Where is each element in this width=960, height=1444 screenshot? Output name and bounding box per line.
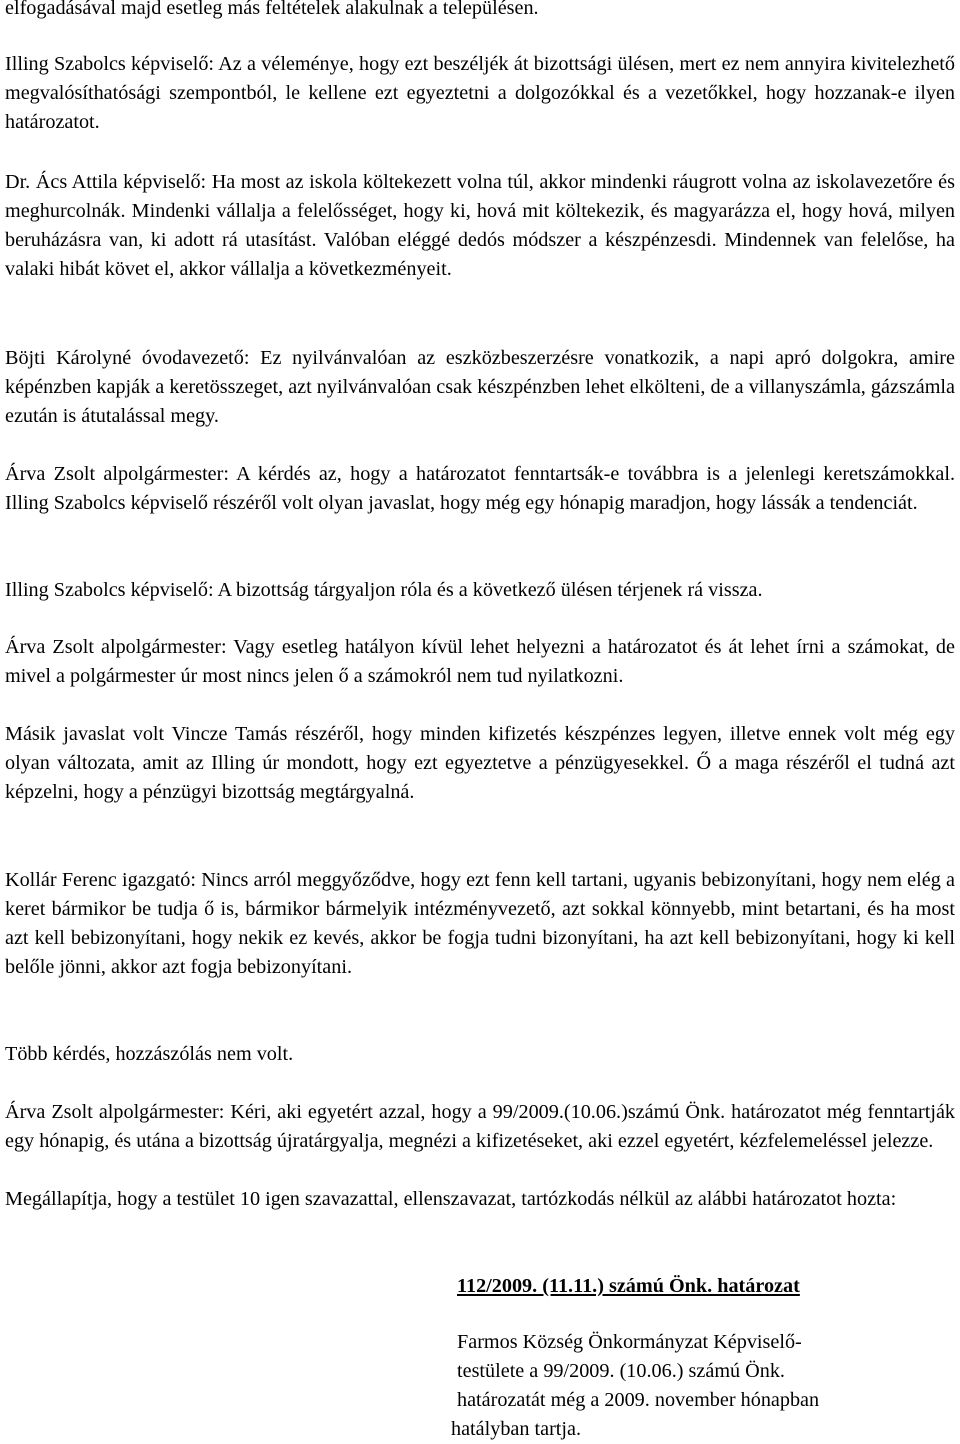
resolution-line: határozatát még a 2009. november hónapban [457, 1389, 820, 1411]
resolution-line: Farmos Község Önkormányzat Képviselő- [457, 1331, 802, 1353]
paragraph-acs: Dr. Ács Attila képviselő: Ha most az iskola költekezett volna túl, akkor mindenki ráugrott volna az iskolavezetőre és meghurcolnák. Mindenki vállalja a felelősséget, hogy ki, hová mit költekezik, és magyarázza el, hogy hová, milyen beruházásra van, ki adott rá utasítást. Valóban eléggé dedós módszer a készpénzesdi. Mindennek van felelőse, ha valaki hibát követ el, akkor vállalja a következményeit. [5, 171, 955, 280]
paragraph-illing-1: Illing Szabolcs képviselő: Az a véleménye, hogy ezt beszéljék át bizottsági ülésen, mert ez nem annyira kivitelezhető megvalósíthatósági szempontból, le kellene ezt egyeztetni a dolgozókkal és a vezetőkkel, hogy hozzanak-e ilyen határozatot. [5, 53, 955, 133]
resolution-line: testülete a 99/2009. (10.06.) számú Önk. [457, 1360, 785, 1382]
paragraph-no-more-questions: Több kérdés, hozzászólás nem volt. [5, 1043, 294, 1065]
paragraph-kollar: Kollár Ferenc igazgató: Nincs arról meggyőződve, hogy ezt fenn kell tartani, ugyanis bebizonyítani, hogy nem elég a keret bármikor be tudja ő is, bármikor bármelyik intézményvezető, azt sokkal könnyebb, mint betartani, és ha most azt kell bebizonyítani, hogy nekik ez kevés, akkor be fogja tudni bizonyítani, ha azt kell bebizonyítani, hogy ki kell belőle jönni, akkor azt fogja bebizonyítani. [5, 869, 955, 978]
document-page [5, 0, 955, 1444]
paragraph-illing-2: Illing Szabolcs képviselő: A bizottság tárgyaljon róla és a következő ülésen térjenek rá vissza. [5, 579, 763, 601]
paragraph-bojti: Böjti Károlyné óvodavezető: Ez nyilvánvalóan az eszközbeszerzésre vonatkozik, a napi apró dolgokra, amire képénzben kapják a keretösszeget, azt nyilvánvalóan csak készpénzben lehet elkölteni, de a villanyszámla, gázszámla ezután is átutalással megy. [5, 347, 955, 427]
resolution-body [451, 1328, 819, 1444]
paragraph-vincze: Másik javaslat volt Vincze Tamás részéről, hogy minden kifizetés készpénzes legyen, illetve ennek volt még egy olyan változata, amit az Illing úr mondott, hogy ezt egyeztetve a pénzügyesekkel. Ő a maga részéről el tudná azt képzelni, hogy a pénzügyi bizottság megtárgyalná. [5, 723, 955, 803]
paragraph-continuation: elfogadásával majd esetleg más feltételek alakulnak a településen. [5, 0, 539, 19]
paragraph-vote-result: Megállapítja, hogy a testület 10 igen szavazattal, ellenszavazat, tartózkodás nélkül az alábbi határozatot hozta: [5, 1188, 897, 1210]
resolution-title: 112/2009. (11.11.) számú Önk. határozat [457, 1275, 800, 1297]
paragraph-arva-1: Árva Zsolt alpolgármester: A kérdés az, hogy a határozatot fenntartsák-e továbbra is a jelenlegi keretszámokkal. Illing Szabolcs képviselő részéről volt olyan javaslat, hogy még egy hónapig maradjon, hogy lássák a tendenciát. [5, 463, 955, 514]
paragraph-arva-2: Árva Zsolt alpolgármester: Vagy esetleg hatályon kívül lehet helyezni a határozatot és át lehet írni a számokat, de mivel a polgármester úr most nincs jelen ő a számokról nem tud nyilatkozni. [5, 636, 955, 687]
paragraph-arva-vote: Árva Zsolt alpolgármester: Kéri, aki egyetért azzal, hogy a 99/2009.(10.06.)számú Önk. határozatot még fenntartják egy hónapig, és utána a bizottság újratárgyalja, megnézi a kifizetéseket, aki ezzel egyetért, kézfelemeléssel jelezze. [5, 1101, 955, 1152]
resolution-line: hatályban tartja. [451, 1418, 582, 1440]
